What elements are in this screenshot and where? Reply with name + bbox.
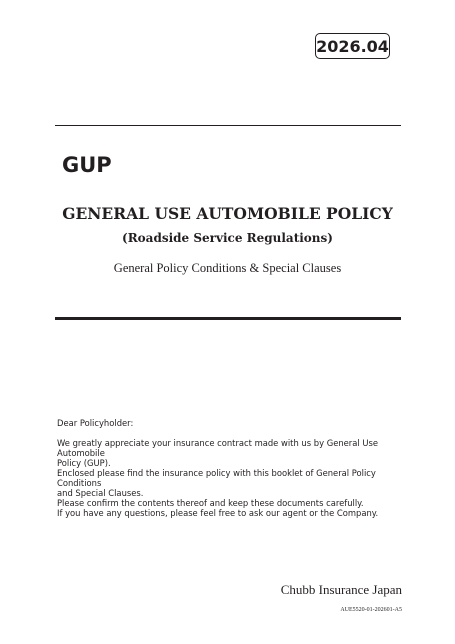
policy-code: GUP <box>62 153 112 177</box>
top-divider <box>55 125 401 126</box>
letter-line: Enclosed please find the insurance policy with this booklet of General Policy Conditions <box>57 468 376 488</box>
policyholder-letter <box>57 418 407 518</box>
policy-title: GENERAL USE AUTOMOBILE POLICY <box>62 204 393 223</box>
thick-divider <box>55 317 401 320</box>
letter-line: Please confirm the contents thereof and keep these documents carefully. <box>57 498 364 508</box>
company-name: Chubb Insurance Japan <box>280 582 402 597</box>
letter-line: Policy (GUP). <box>57 458 111 468</box>
letter-line: If you have any questions, please feel free to ask our agent or the Company. <box>57 508 379 518</box>
letter-salutation: Dear Policyholder: <box>57 418 134 428</box>
document-code: AUE5520-01-202601-A5 <box>340 607 402 613</box>
conditions-caption: General Policy Conditions & Special Clauses <box>113 261 342 275</box>
edition-date-badge: 2026.04 <box>315 33 390 59</box>
letter-line: We greatly appreciate your insurance contract made with us by General Use Automobile <box>57 438 379 458</box>
letter-line: and Special Clauses. <box>57 488 144 498</box>
policy-subtitle: (Roadside Service Regulations) <box>122 231 333 245</box>
